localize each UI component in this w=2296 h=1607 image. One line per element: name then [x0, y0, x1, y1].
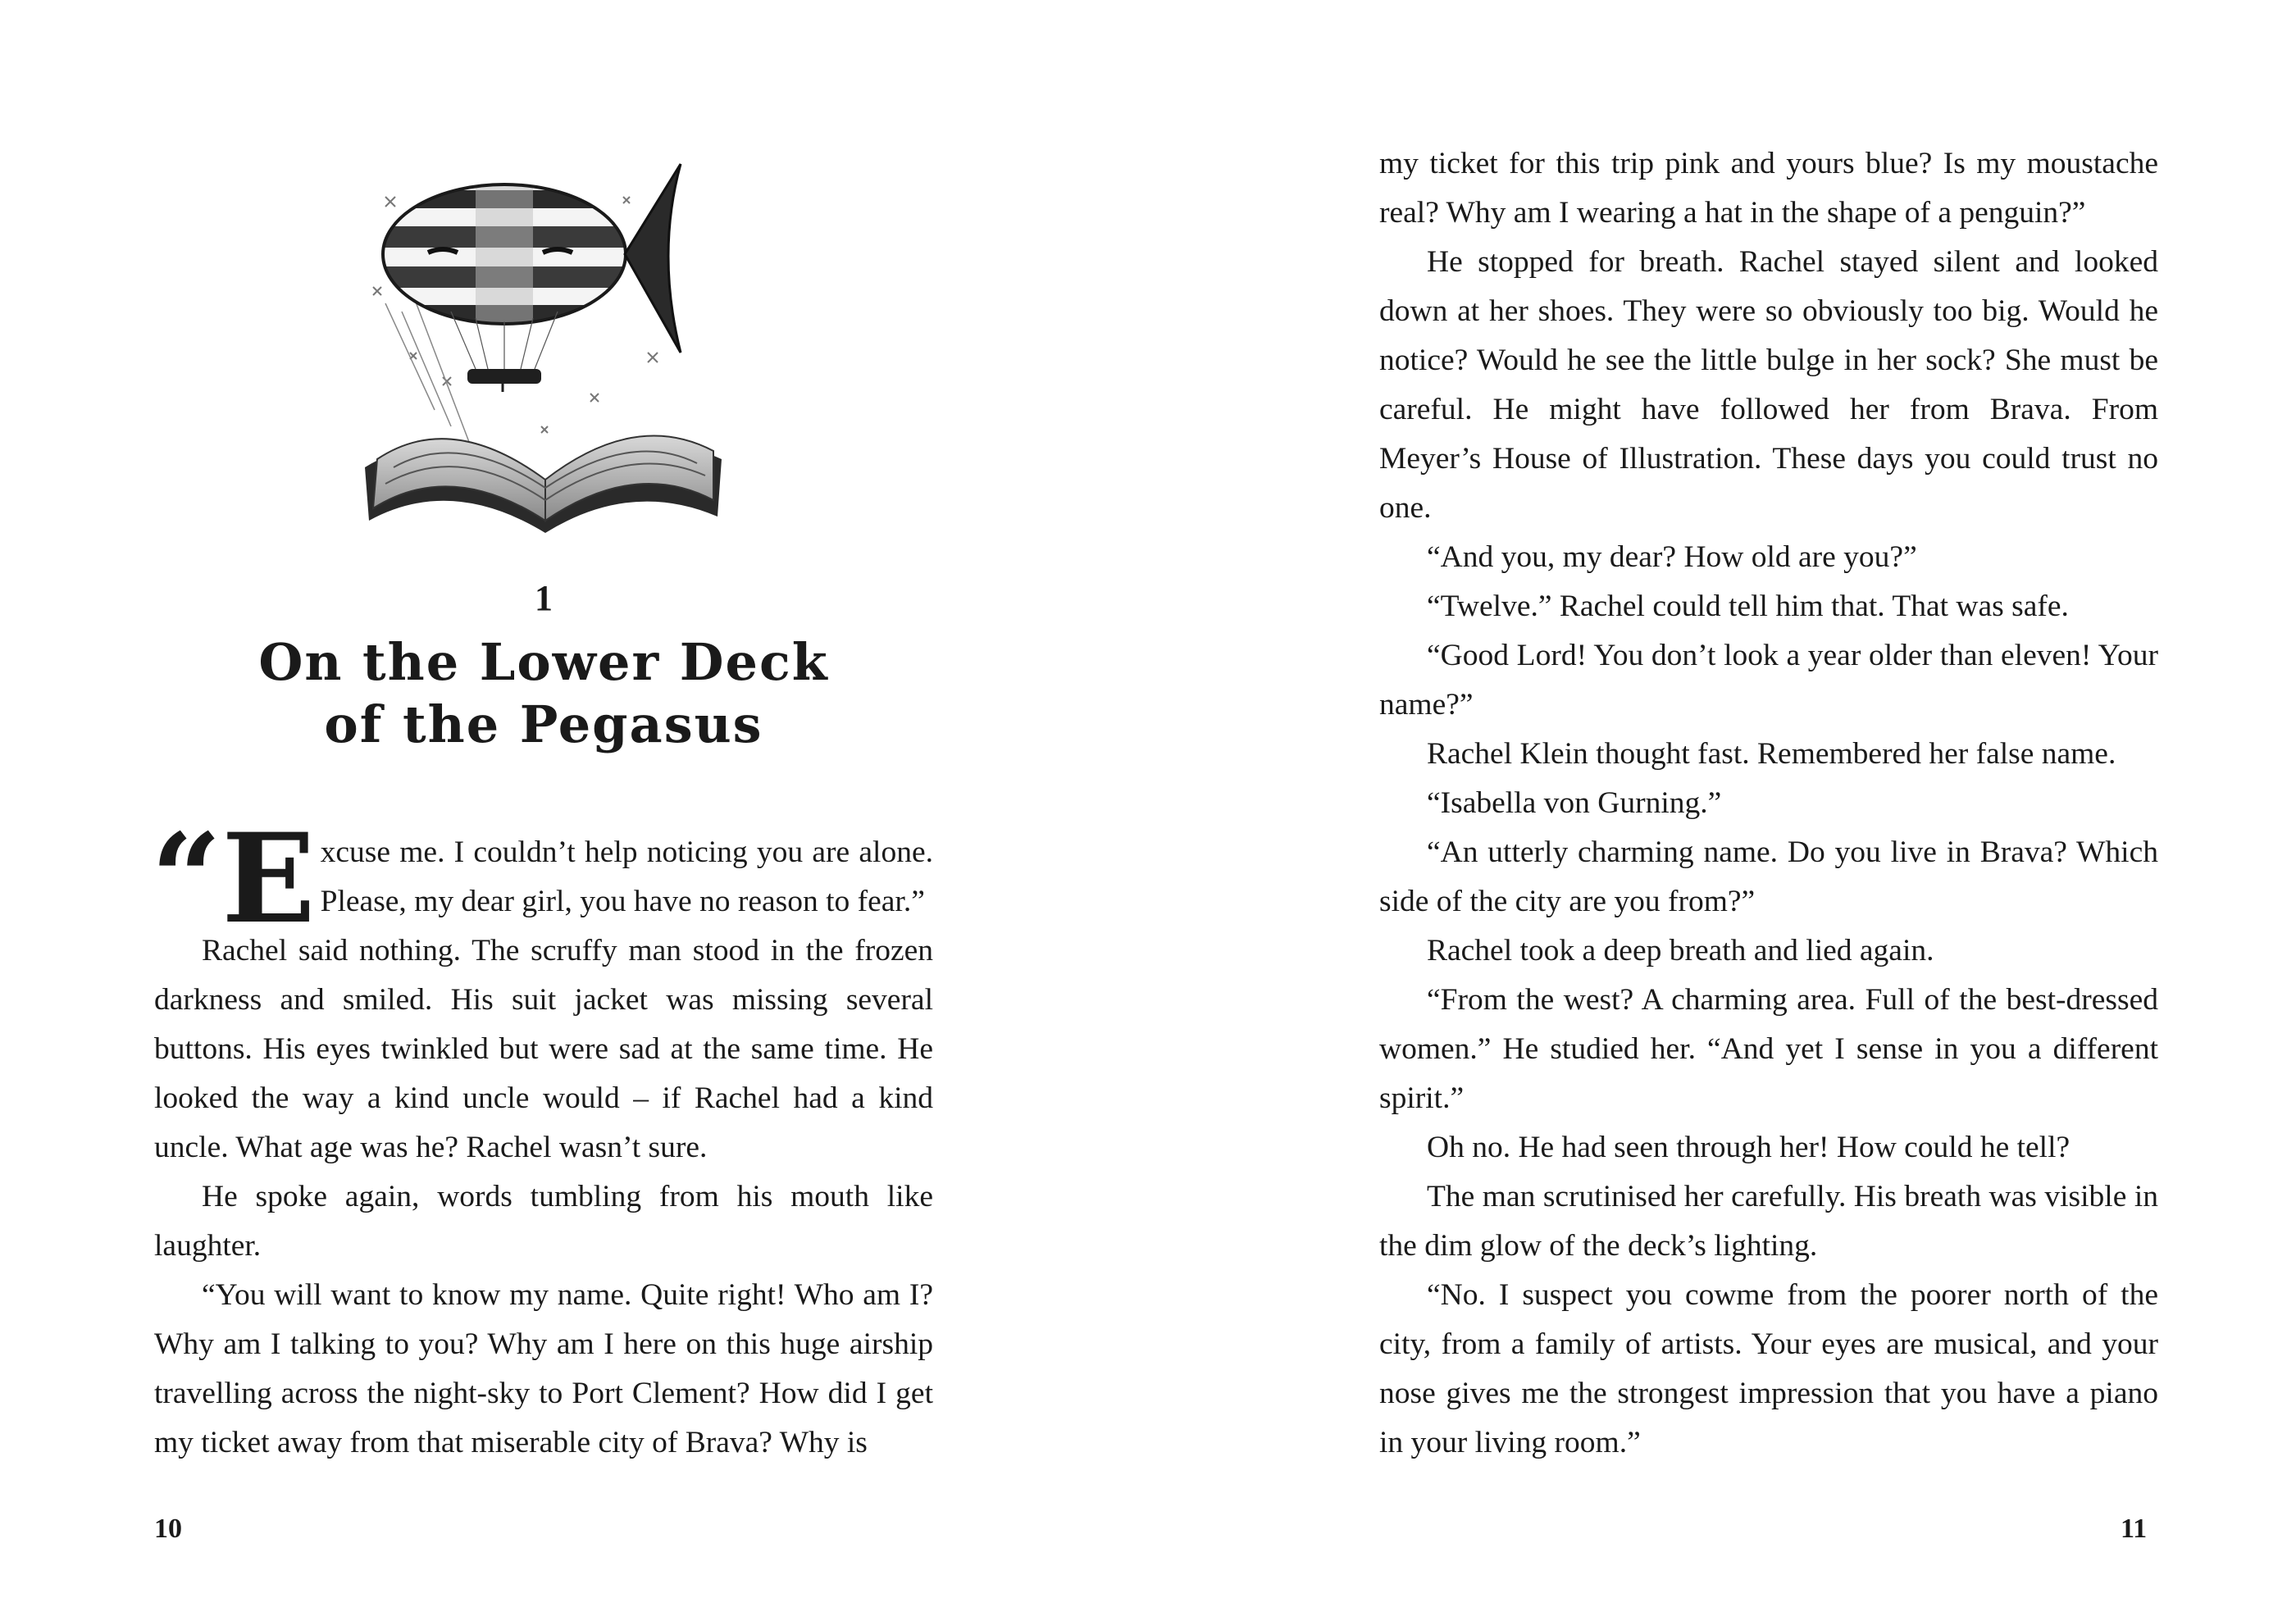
paragraph: Rachel Klein thought fast. Remembered her false name. [1427, 737, 2116, 771]
airship-tail-fin [625, 164, 681, 353]
paragraph: “And you, my dear? How old are you?” [1427, 540, 1917, 574]
airship-book-illustration [353, 148, 730, 541]
paragraph: “Good Lord! You don’t look a year older than eleven! Your name?” [1379, 639, 2158, 722]
paragraph: “No. I suspect you cowme from the poorer north of the city, from a family of artists. Your eyes are musical, and your nose gives me the strongest impression that you have a piano in your living room.” [1379, 1278, 2158, 1459]
airship-gondola [467, 369, 541, 384]
drop-cap: “E [151, 807, 316, 951]
paragraph: “Isabella von Gurning.” [1427, 786, 1722, 820]
page-number-left: 10 [154, 1514, 182, 1544]
paragraph: “You will want to know my name. Quite right! Who am I? Why am I talking to you? Why am I here on this huge airship travelling across the night-sky to Port Clement? How did I get my ticket away from that miserable city of Brava? Why is [154, 1278, 933, 1459]
chapter-title [154, 631, 933, 756]
opening-text: xcuse me. I couldn’t help noticing you are alone. Please, my dear girl, you have no reason to fear.” [320, 835, 933, 918]
continuation-paragraph: my ticket for this trip pink and yours blue? Is my moustache real? Why am I wearing a hat in the shape of a penguin?” [1379, 147, 2158, 230]
page-number-right: 11 [2121, 1514, 2148, 1544]
chapter-title-line-1: On the Lower Deck [258, 632, 829, 692]
paragraph: “An utterly charming name. Do you live in Brava? Which side of the city are you from?” [1379, 835, 2158, 918]
right-body-text [1379, 139, 2158, 1468]
paragraph: “Twelve.” Rachel could tell him that. That was safe. [1427, 590, 2069, 623]
paragraph: The man scrutinised her carefully. His breath was visible in the dim glow of the deck’s lighting. [1379, 1180, 2158, 1263]
paragraph: “From the west? A charming area. Full of the best-dressed women.” He studied her. “And yet I sense in you a different spirit.” [1379, 983, 2158, 1115]
opening-paragraph [151, 807, 933, 951]
paragraph: Rachel said nothing. The scruffy man stood in the frozen darkness and smiled. His suit jacket was missing several buttons. His eyes twinkled but were sad at the same time. He looked the way a kind uncle would – if Rachel had a kind uncle. What age was he? Rachel wasn’t sure. [154, 934, 933, 1164]
paragraph: Oh no. He had seen through her! How could he tell? [1427, 1131, 2070, 1164]
paragraph: Rachel took a deep breath and lied again. [1427, 934, 1934, 967]
left-body-text [151, 807, 933, 1468]
chapter-title-line-2: of the Pegasus [324, 694, 763, 754]
paragraph: He stopped for breath. Rachel stayed silent and looked down at her shoes. They were so obviously too big. Would he notice? Would he see the little bulge in her sock? She must be careful. He might have followed her from Brava. From Meyer’s House of Illustration. These days you could trust no one. [1379, 245, 2158, 525]
open-book [365, 435, 722, 533]
chapter-number: 1 [535, 578, 553, 618]
paragraph: He spoke again, words tumbling from his mouth like laughter. [154, 1180, 933, 1263]
